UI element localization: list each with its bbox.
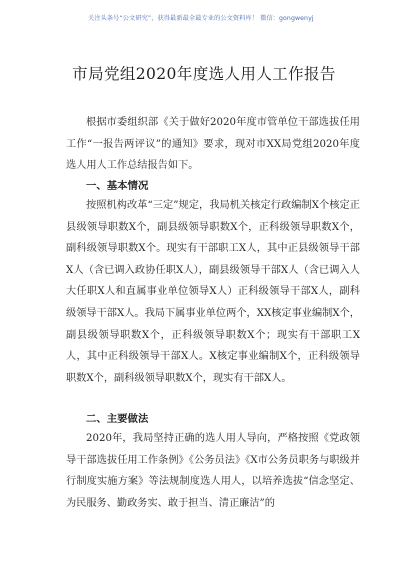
intro-text: 根据市委组织部《关于做好2020年度市管单位干部选拔任用工作“一报告两评议”的通知》要求，现对市XX局党组2020年度选人用人工作总结报告如下。 [66,117,360,172]
section-basic-text: 按照机构改革“三定”规定，我局机关核定行政编制X个核定正县级领导职数X个，副县级领导职数X个，正科级领导职数X个，副科级领导职数X个。现实有干部职工X人，其中正县级领导干部X人（含已调入政协任职X人），副县级领导干部X人（含已调入人大任职X人和直属事业单位领导X人）正科级领导干部X人，副科级领导干部X人。我局下属事业单位两个，XX核定事业编制X个，副县级领导职数X个，正科级领导职数X个；现实有干部职工X人，其中正科级领导干部X人。X核定事业编制X个，正科级领导职数X个，副科级领导职数X个，现实有干部X人。 [66,200,360,384]
document-title: 市局党组2020年度选人用人工作报告 [72,65,336,83]
section-practice-text: 2020年，我局坚持正确的选人用人导向，严格按照《党政领导干部选拔任用工作条例》《公务员法》《X市公务员职务与职级并行制度实施方案》等法规制度选人用人，以培养选拔“信念坚定、为民服务、勤政务实、敢于担当、清正廉洁”的 [66,433,360,509]
section-practice-body [66,428,360,514]
section-heading-basic: 一、基本情况 [86,180,149,192]
section-heading-practice: 二、主要做法 [86,413,149,425]
intro-paragraph [66,112,360,177]
section-basic-body [66,195,360,389]
watermark-banner: 关注头条号“公文研究”，获得最新最全最专业的公文资料库！ 微信：gongwenyj [88,15,314,22]
